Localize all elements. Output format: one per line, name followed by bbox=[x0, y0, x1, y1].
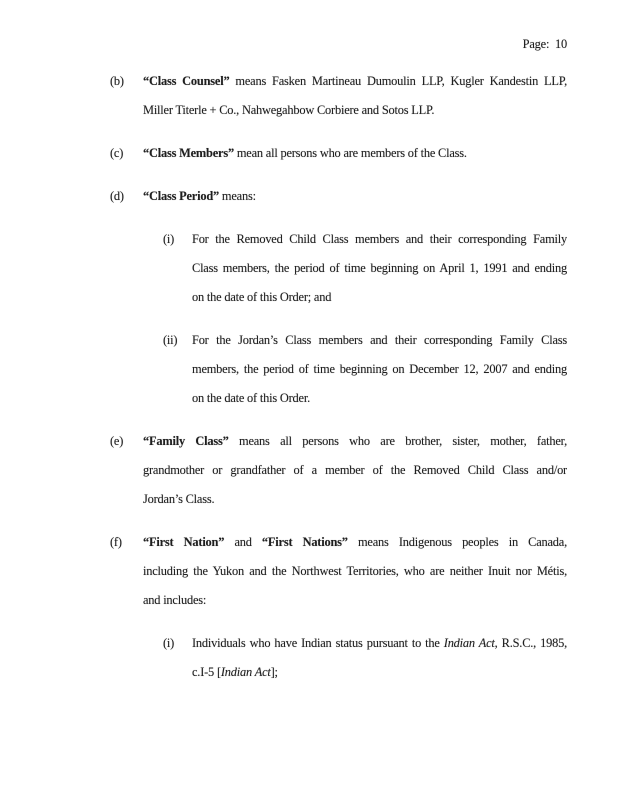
body-text: means Indigenous peoples in Canada, bbox=[347, 535, 567, 549]
defined-term: “Class Period” bbox=[143, 189, 220, 203]
page-content bbox=[0, 30, 623, 687]
defined-term: “Class Members” bbox=[143, 146, 234, 160]
definition-item-c bbox=[110, 139, 567, 168]
text-line bbox=[143, 182, 567, 211]
text-line bbox=[192, 629, 567, 658]
subitem-label: (i) bbox=[163, 636, 175, 650]
body-text: For the Removed Child Class members and their corresponding Family bbox=[192, 232, 567, 246]
text-line bbox=[143, 528, 567, 557]
text-line bbox=[143, 139, 567, 168]
body-text: ]; bbox=[270, 665, 278, 679]
text-line bbox=[192, 326, 567, 355]
text-line bbox=[192, 254, 567, 283]
text-line bbox=[192, 283, 567, 312]
body-text: c.I-5 [ bbox=[192, 665, 221, 679]
body-text: mean all persons who are members of the Class. bbox=[233, 146, 467, 160]
text-line bbox=[192, 658, 567, 687]
body-text: members, the period of time beginning on December 12, 2007 and ending bbox=[192, 362, 567, 376]
body-text: on the date of this Order; and bbox=[192, 290, 332, 304]
body-text: including the Yukon and the Northwest Territories, who are neither Inuit nor Métis, bbox=[143, 564, 567, 578]
subitem-d-i bbox=[110, 225, 567, 312]
subitem-d-ii bbox=[110, 326, 567, 413]
body-text: Jordan’s Class. bbox=[143, 492, 215, 506]
defined-term: “First Nation” bbox=[143, 535, 225, 549]
body-text: grandmother or grandfather of a member of the Removed Child Class and/or bbox=[143, 463, 567, 477]
body-text: on the date of this Order. bbox=[192, 391, 310, 405]
definition-item-b bbox=[110, 67, 567, 125]
item-label: (d) bbox=[110, 189, 124, 203]
text-line bbox=[143, 96, 567, 125]
subitem-f-i bbox=[110, 629, 567, 687]
text-line bbox=[192, 355, 567, 384]
text-line bbox=[192, 384, 567, 413]
defined-term: “Class Counsel” bbox=[143, 74, 230, 88]
body-text: and bbox=[224, 535, 262, 549]
statute-citation: Indian Act bbox=[220, 665, 271, 679]
text-line bbox=[143, 456, 567, 485]
definition-item-f bbox=[110, 528, 567, 615]
definition-item-e bbox=[110, 427, 567, 514]
item-label: (e) bbox=[110, 434, 124, 448]
page-number: Page: 10 bbox=[522, 37, 567, 51]
text-line bbox=[143, 557, 567, 586]
text-line bbox=[143, 586, 567, 615]
defined-term: “First Nations” bbox=[261, 535, 348, 549]
body-text: means all persons who are brother, sister, mother, father, bbox=[228, 434, 567, 448]
body-text: and includes: bbox=[143, 593, 207, 607]
text-line bbox=[143, 67, 567, 96]
body-text: Miller Titerle + Co., Nahwegahbow Corbiere and Sotos LLP. bbox=[143, 103, 435, 117]
item-label: (c) bbox=[110, 146, 124, 160]
text-line bbox=[143, 485, 567, 514]
text-line bbox=[143, 427, 567, 456]
body-text: For the Jordan’s Class members and their corresponding Family Class bbox=[192, 333, 567, 347]
text-line bbox=[192, 225, 567, 254]
item-label: (f) bbox=[110, 535, 122, 549]
body-text: , R.S.C., 1985, bbox=[494, 636, 567, 650]
subitem-label: (ii) bbox=[163, 333, 178, 347]
statute-citation: Indian Act bbox=[443, 636, 495, 650]
item-label: (b) bbox=[110, 74, 124, 88]
defined-term: “Family Class” bbox=[143, 434, 229, 448]
body-text: Individuals who have Indian status pursuant to the bbox=[192, 636, 444, 650]
definition-item-d bbox=[110, 182, 567, 211]
subitem-label: (i) bbox=[163, 232, 175, 246]
body-text: means Fasken Martineau Dumoulin LLP, Kugler Kandestin LLP, bbox=[229, 74, 567, 88]
body-text: Class members, the period of time beginning on April 1, 1991 and ending bbox=[192, 261, 567, 275]
body-text: means: bbox=[219, 189, 256, 203]
